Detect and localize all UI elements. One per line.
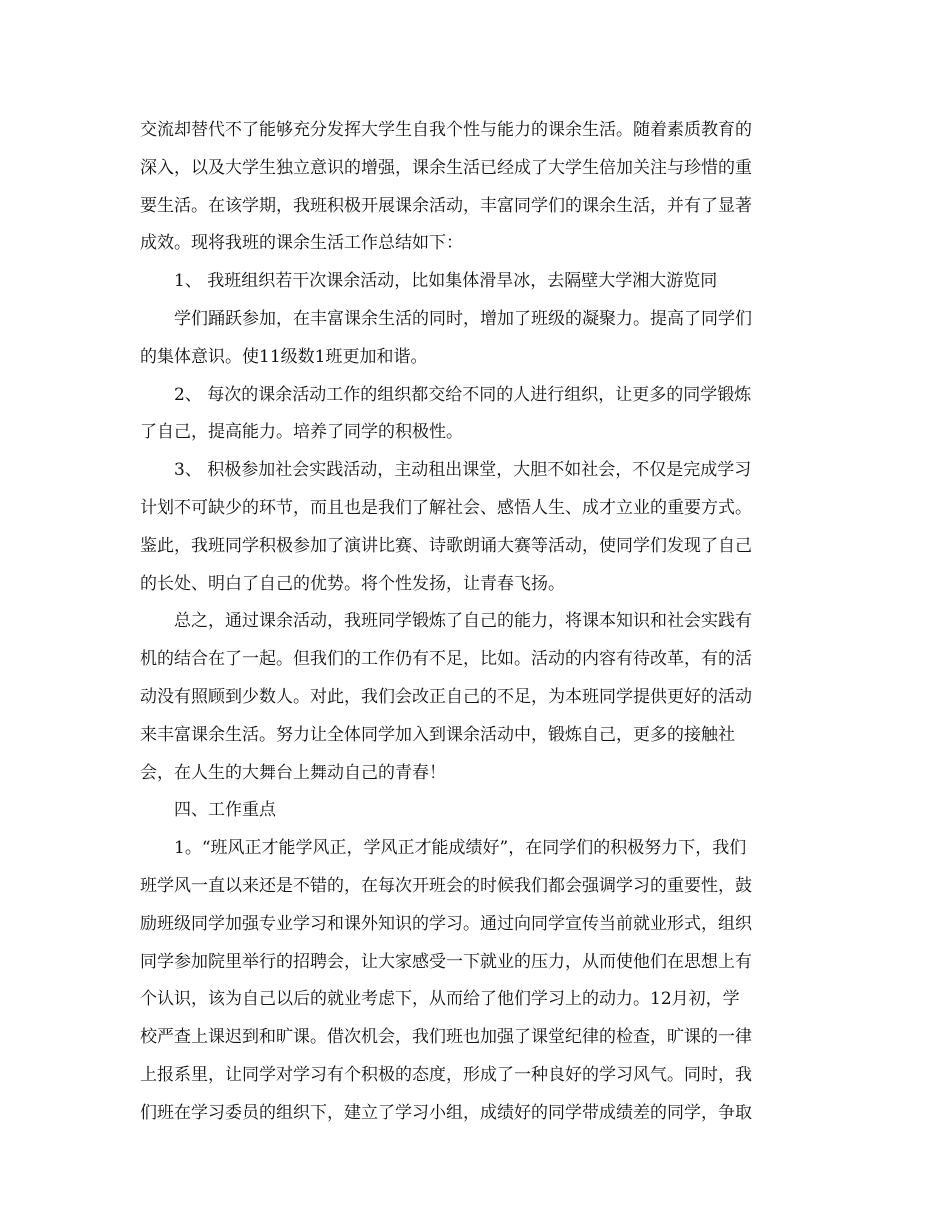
text-line: 的集体意识。使11级数1班更加和谐。	[140, 346, 428, 367]
list-item-3-line: 3、 积极参加社会实践活动，主动租出课堂，大胆不如社会，不仅是完成学习	[174, 460, 752, 481]
text-line: 上报系里，让同学对学习有个积极的态度，形成了一种良好的学习风气。同时，我	[140, 1064, 752, 1085]
text-line: 学们踊跃参加，在丰富课余生活的同时，增加了班级的凝聚力。提高了同学们	[174, 308, 752, 329]
section-heading: 四、工作重点	[174, 800, 276, 821]
text-line: 机的结合在了一起。但我们的工作仍有不足，比如。活动的内容有待改革，有的活	[140, 649, 752, 670]
text-line: 励班级同学加强专业学习和课外知识的学习。通过向同学宣传当前就业形式，组织	[140, 913, 752, 934]
text-line: 同学参加院里举行的招聘会，让大家感受一下就业的压力，从而使他们在思想上有	[140, 951, 752, 972]
text-line: 们班在学习委员的组织下，建立了学习小组，成绩好的同学带成绩差的同学，争取	[140, 1102, 752, 1123]
list-item-1-line: 1、 我班组织若干次课余活动，比如集体滑旱冰，去隔壁大学湘大游览同	[174, 271, 718, 292]
summary-paragraph-line: 总之，通过课余活动，我班同学锻炼了自己的能力，将课本知识和社会实践有	[174, 611, 752, 632]
text-line: 鉴此，我班同学积极参加了演讲比赛、诗歌朗诵大赛等活动，使同学们发现了自己	[140, 535, 752, 556]
text-line: 来丰富课余生活。努力让全体同学加入到课余活动中，锻炼自己，更多的接触社	[140, 724, 735, 745]
text-line: 了自己，提高能力。培养了同学的积极性。	[140, 422, 463, 443]
text-line: 计划不可缺少的环节，而且也是我们了解社会、感悟人生、成才立业的重要方式。	[140, 497, 752, 518]
text-line: 深入，以及大学生独立意识的增强，课余生活已经成了大学生倍加关注与珍惜的重	[140, 157, 752, 178]
document-body	[140, 112, 820, 1133]
text-line: 动没有照顾到少数人。对此，我们会改正自己的不足，为本班同学提供更好的活动	[140, 686, 752, 707]
text-line: 校严查上课迟到和旷课。借次机会，我们班也加强了课堂纪律的检查，旷课的一律	[140, 1027, 752, 1048]
text-line: 交流却替代不了能够充分发挥大学生自我个性与能力的课余生活。随着素质教育的	[140, 120, 752, 140]
text-line: 的长处、明白了自己的优势。将个性发扬，让青春飞扬。	[140, 573, 565, 594]
key-point-1-line: 1。“班风正才能学风正，学风正才能成绩好”，在同学们的积极努力下，我们	[174, 838, 747, 859]
list-item-2-line: 2、 每次的课余活动工作的组织都交给不同的人进行组织，让更多的同学锻炼	[174, 384, 752, 405]
text-line: 成效。现将我班的课余生活工作总结如下：	[140, 233, 463, 254]
text-line: 个认识，该为自己以后的就业考虑下，从而给了他们学习上的动力。12月初，学	[140, 989, 740, 1010]
text-line: 要生活。在该学期，我班积极开展课余活动，丰富同学们的课余生活，并有了显著	[140, 195, 752, 216]
text-line: 班学风一直以来还是不错的，在每次开班会的时候我们都会强调学习的重要性，鼓	[140, 875, 752, 896]
text-line: 会，在人生的大舞台上舞动自己的青春！	[140, 762, 446, 783]
